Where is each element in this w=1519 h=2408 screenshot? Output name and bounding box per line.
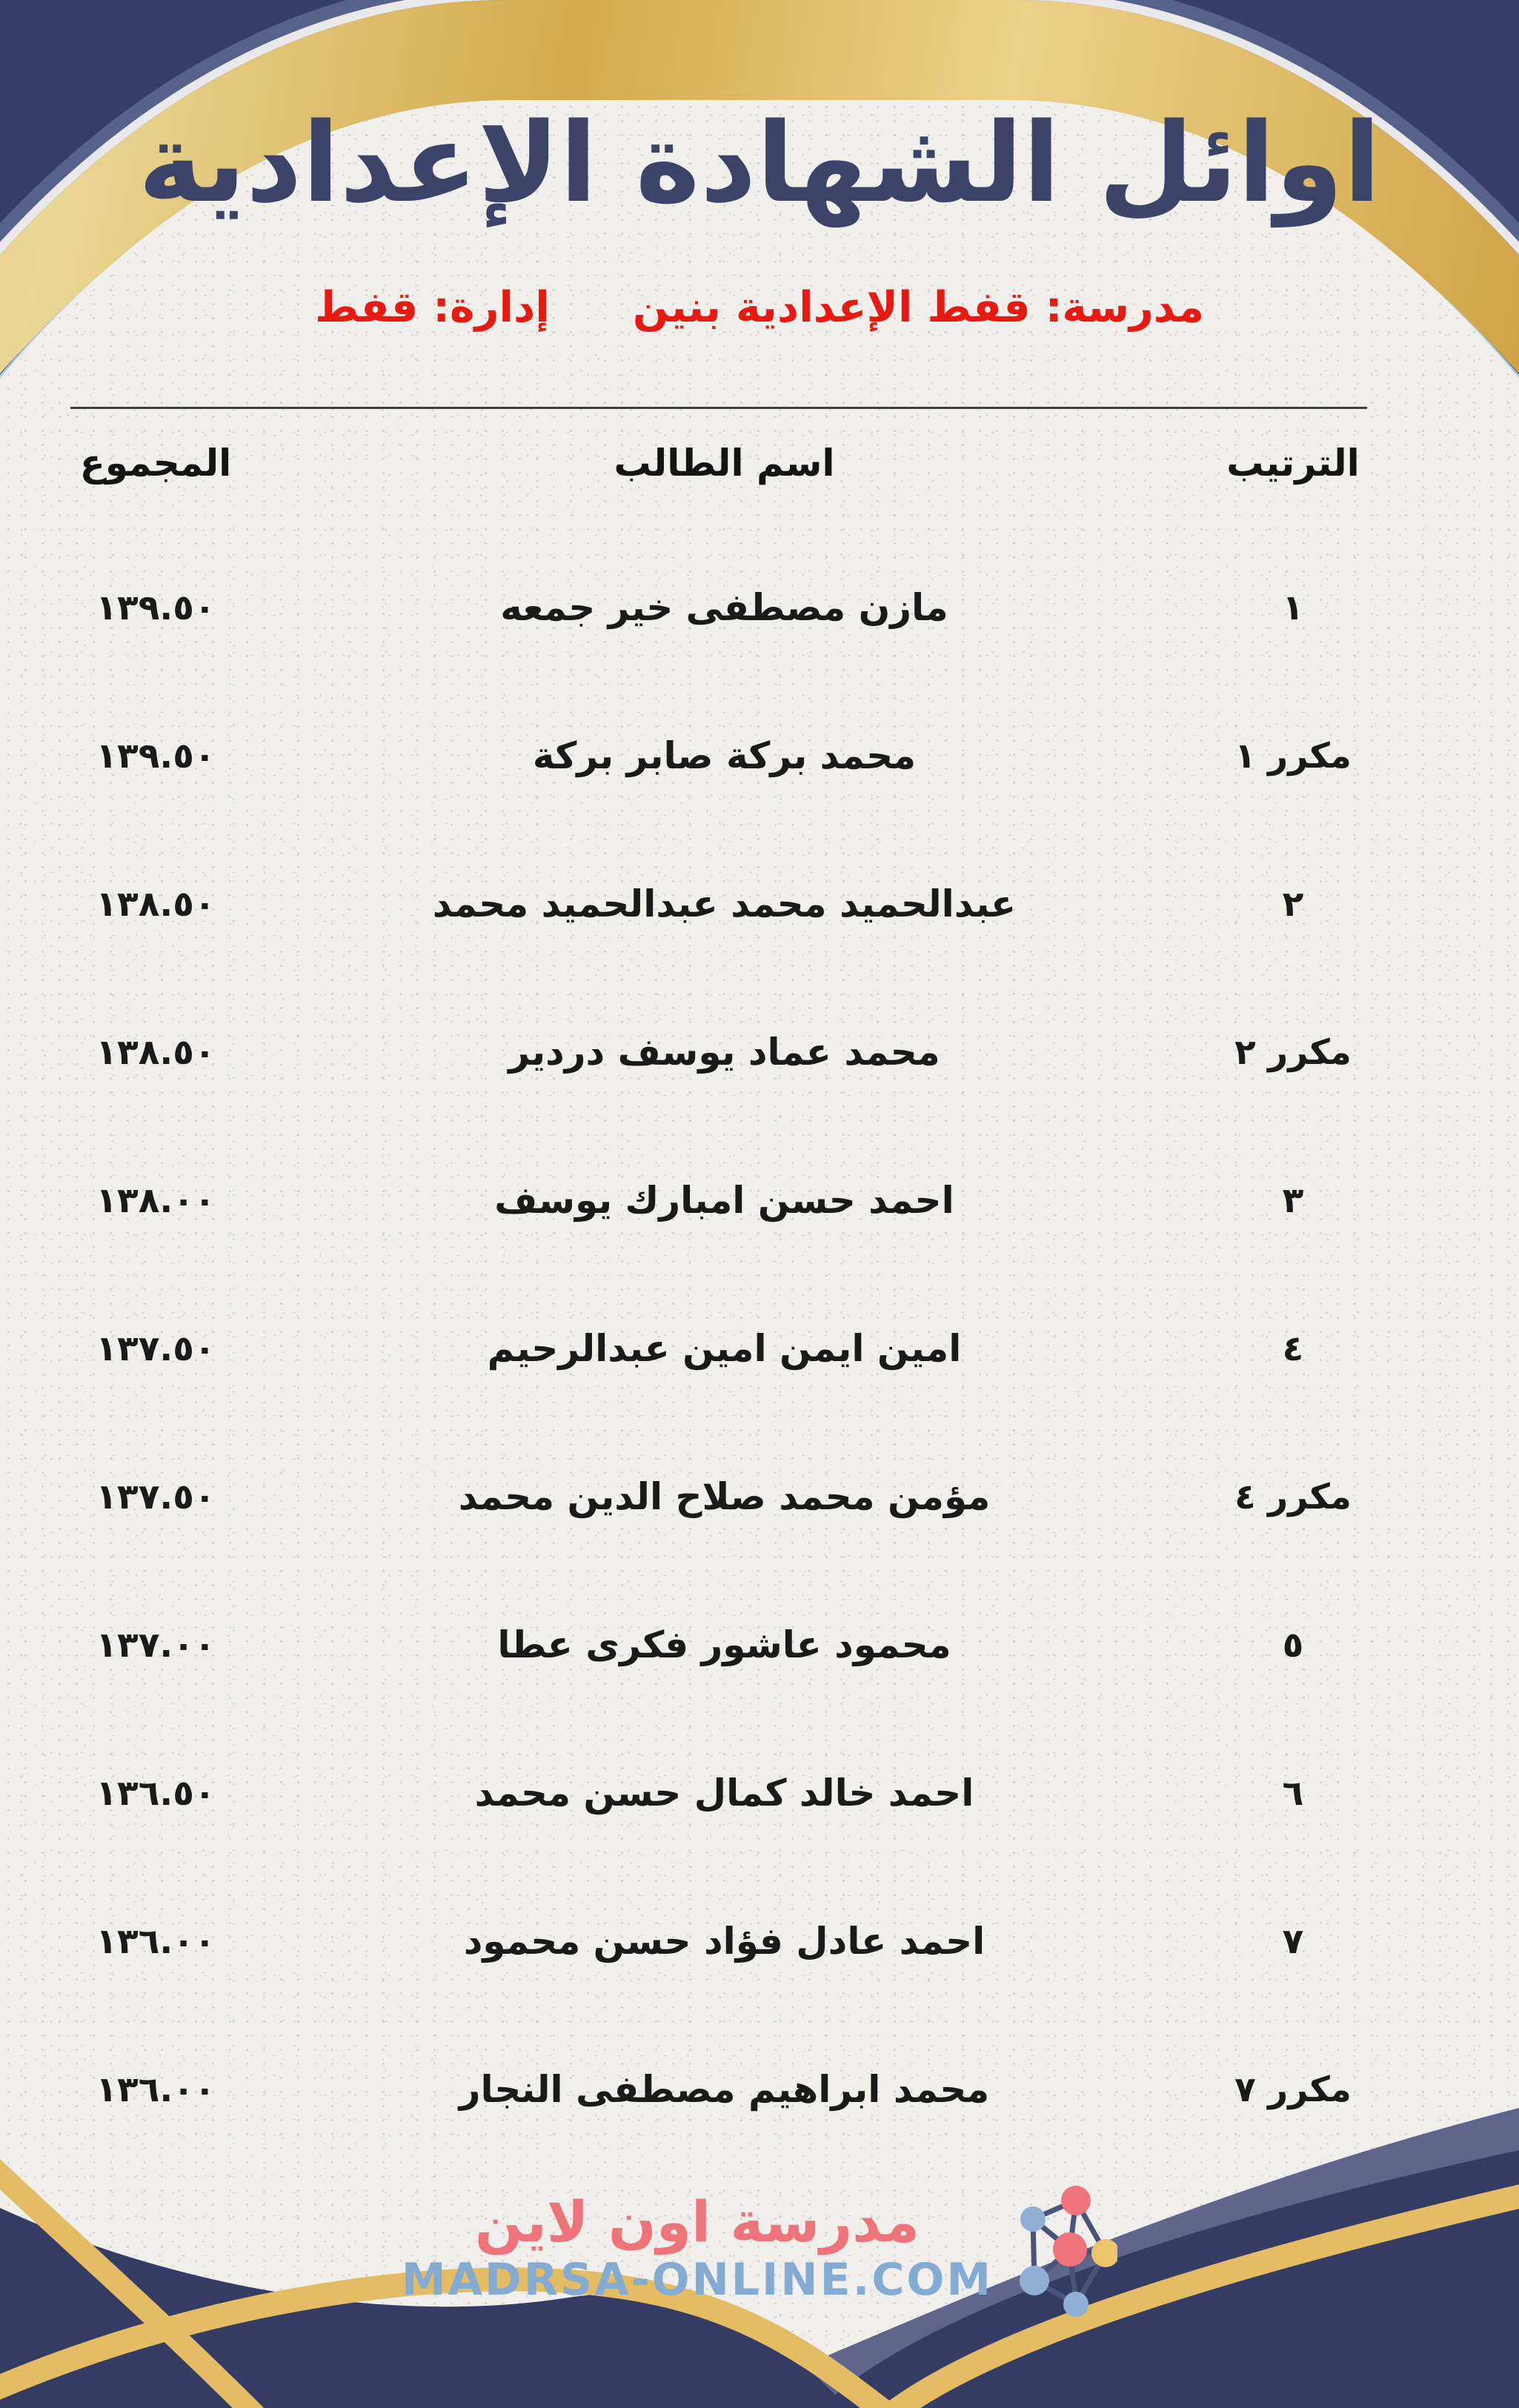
student-name-cell: احمد عادل فؤاد حسن محمود	[463, 1920, 985, 1963]
student-name-cell: محمد ابراهيم مصطفى النجار	[459, 2068, 990, 2111]
table-row	[33, 1867, 1415, 2015]
school-label: مدرسة: قفط الإعدادية بنين	[632, 283, 1205, 332]
rank-cell: ٧	[1282, 1920, 1304, 1962]
table-row	[33, 1126, 1415, 1274]
table-row	[33, 533, 1415, 682]
table-row	[33, 682, 1415, 830]
brand-arabic-name: مدرسة اون لاين	[474, 2188, 920, 2255]
rank-cell: ٢	[1282, 883, 1304, 925]
student-name-cell: محمود عاشور فكرى عطا	[497, 1623, 951, 1666]
student-name-cell: احمد حسن امبارك يوسف	[494, 1179, 954, 1222]
total-score-cell: ١٣٧.٠٠	[96, 1624, 216, 1666]
total-score-cell: ١٣٧.٥٠	[96, 1476, 216, 1517]
rank-cell: ٥	[1282, 1624, 1304, 1666]
student-name-cell: محمد بركة صابر بركة	[532, 734, 917, 777]
table-row	[33, 1571, 1415, 1719]
rank-cell: ١	[1282, 587, 1304, 628]
total-score-cell: ١٣٧.٥٠	[96, 1328, 216, 1369]
rank-column-header: الترتيب	[1226, 442, 1360, 485]
table-row	[33, 1274, 1415, 1423]
student-name-cell: احمد خالد كمال حسن محمد	[474, 1772, 974, 1815]
student-name-cell: محمد عماد يوسف دردير	[508, 1031, 940, 1074]
table-row	[33, 1423, 1415, 1571]
student-name-cell: امين ايمن امين عبدالرحيم	[487, 1327, 962, 1370]
results-table-body	[33, 533, 1415, 2163]
student-name-cell: مؤمن محمد صلاح الدين محمد	[458, 1475, 991, 1518]
brand-domain: MADRSA-ONLINE.COM	[401, 2254, 994, 2306]
rank-cell: مكرر ١	[1234, 735, 1352, 776]
rank-cell: مكرر ٧	[1234, 2069, 1352, 2110]
table-header-row	[33, 393, 1415, 533]
rank-cell: ٤	[1282, 1328, 1304, 1369]
table-row	[33, 1719, 1415, 1867]
brand-text-block	[401, 2188, 994, 2306]
rank-cell: ٣	[1282, 1180, 1304, 1221]
total-score-cell: ١٣٩.٥٠	[96, 735, 216, 776]
total-score-cell: ١٣٨.٥٠	[96, 1031, 216, 1073]
total-score-cell: ١٣٦.٥٠	[96, 1772, 216, 1814]
brand-footer	[0, 2177, 1519, 2318]
administration-label: إدارة: قفط	[315, 283, 550, 332]
name-column-header: اسم الطالب	[614, 442, 835, 485]
total-column-header: المجموع	[79, 442, 232, 485]
total-score-cell: ١٣٩.٥٠	[96, 587, 216, 628]
total-score-cell: ١٣٨.٠٠	[96, 1180, 216, 1221]
rank-cell: مكرر ٤	[1234, 1476, 1352, 1517]
results-table	[33, 393, 1415, 2163]
table-row	[33, 978, 1415, 1126]
subtitle	[0, 283, 1519, 332]
rank-cell: ٦	[1282, 1772, 1304, 1814]
table-row	[33, 830, 1415, 978]
total-score-cell: ١٣٦.٠٠	[96, 2069, 216, 2110]
total-score-cell: ١٣٨.٥٠	[96, 883, 216, 925]
rank-cell: مكرر ٢	[1234, 1031, 1352, 1073]
student-name-cell: مازن مصطفى خير جمعه	[500, 586, 948, 629]
page-title: اوائل الشهادة الإعدادية	[138, 99, 1381, 227]
student-name-cell: عبدالحميد محمد عبدالحميد محمد	[432, 882, 1017, 925]
total-score-cell: ١٣٦.٠٠	[96, 1920, 216, 1962]
network-graph-icon	[1012, 2177, 1117, 2318]
